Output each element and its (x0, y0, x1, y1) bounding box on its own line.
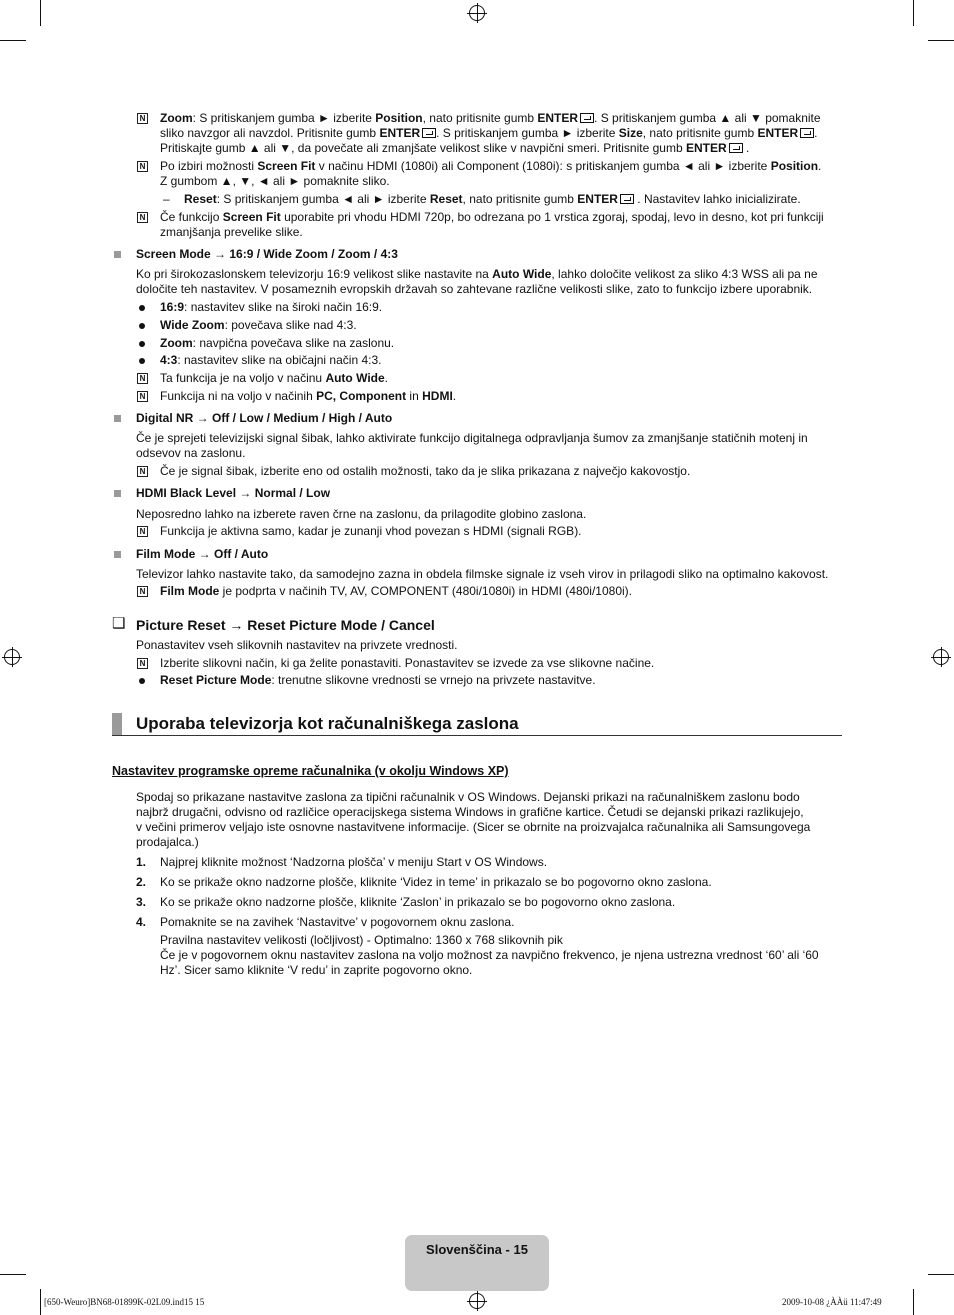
dash-marker: – (163, 192, 170, 206)
screen-mode-description: Ko pri širokozaslonskem televizorju 16:9 velikost slike nastavite na Auto Wide, lahko določite velikost za sliko 4:3 WSS ali pa ne določite teh nastavitev. V posameznih evropskih državah so zahtevane različne velikosti slike, zato to funkcijo izbere uporabnik. (136, 267, 818, 296)
availability-note: Funkcija ni na voljo v načinih PC, Component in HDMI. (160, 389, 457, 403)
bullet-dot (139, 678, 145, 684)
step-number: 2. (136, 875, 147, 889)
section-underline (112, 735, 842, 736)
note-icon (137, 373, 148, 384)
note-icon (137, 586, 148, 597)
note-icon (137, 212, 148, 223)
list-item: 16:9: nastavitev slike na široki način 16:9. (160, 300, 383, 314)
picture-reset-description: Ponastavitev vseh slikovnih nastavitev na privzete vrednosti. (136, 638, 458, 652)
bullet-dot (139, 358, 145, 364)
note-icon (137, 161, 148, 172)
registration-mark-icon (4, 649, 20, 665)
digital-nr-description: Če je sprejeti televizijski signal šibak, lahko aktivirate funkcijo digitalnega odpravljanja šumov za zmanjšanje statičnih motenj in odsevov na zaslonu. (136, 431, 808, 460)
list-item: Wide Zoom: povečava slike nad 4:3. (160, 318, 357, 332)
crop-mark (928, 40, 954, 41)
note-icon (137, 466, 148, 477)
enter-icon (800, 128, 814, 138)
checkbox-bullet-icon: ❑ (112, 615, 126, 632)
digital-nr-note: Če je signal šibak, izberite eno od ostalih možnosti, tako da je slika prikazana z največjo kakovostjo. (160, 464, 691, 478)
crop-mark (40, 0, 41, 26)
picture-reset-note: Izberite slikovni način, ki ga želite ponastaviti. Ponastavitev se izvede za vse slikovne načine. (160, 656, 655, 670)
film-mode-heading: Film Mode → Off / Auto (136, 547, 269, 561)
crop-mark (928, 1274, 954, 1275)
square-bullet-icon (114, 551, 121, 558)
enter-icon (422, 128, 436, 138)
screen-fit-720p-note: Če funkcijo Screen Fit uporabite pri vhodu HDMI 720p, bo odrezana po 1 vrstica zgoraj, spodaj, levo in desno, kot pri funkciji zmanjšanja prevelike slike. (160, 210, 824, 239)
list-item: Zoom: navpična povečava slike na zaslonu. (160, 336, 395, 350)
screen-fit-note: Po izbiri možnosti Screen Fit v načinu HDMI (1080i) ali Component (1080i): s pritiskanjem gumba ◄ ali ► izberite Position. Z gumbom ▲, ▼, ◄ ali ► pomaknite sliko. (160, 159, 822, 188)
file-info: [650-Weuro]BN68-01899K-02L09.ind15 15 (44, 1297, 205, 1307)
section-title: Uporaba televizorja kot računalniškega zaslona (136, 714, 519, 733)
step-text: Pomaknite se na zavihek ‘Nastavitve’ v pogovornem oknu zaslona. (160, 915, 515, 929)
film-mode-note: Film Mode je podprta v načinih TV, AV, COMPONENT (480i/1080i) in HDMI (480i/1080i). (160, 584, 632, 598)
hdmi-black-level-heading: HDMI Black Level → Normal / Low (136, 486, 331, 500)
section-marker (112, 713, 122, 735)
note-icon (137, 526, 148, 537)
crop-mark (913, 1289, 914, 1315)
crop-mark (40, 1289, 41, 1315)
step-4-details: Pravilna nastavitev velikosti (ločljivost) - Optimalno: 1360 x 768 slikovnih pik Če je v pogovornem oknu nastavitev zaslona na voljo možnost za navpično frekvenco, je njena ustrezna vrednost ‘60’ ali ‘60 Hz’. Sicer samo kliknite ‘V redu’ in zaprite pogovorno okno. (160, 933, 819, 977)
registration-mark-icon (469, 5, 485, 21)
hdmi-black-level-description: Neposredno lahko na izberete raven črne na zaslonu, da prilagodite globino zaslona. (136, 507, 587, 521)
enter-icon (620, 194, 634, 204)
bullet-dot (139, 341, 145, 347)
crop-mark (0, 40, 26, 41)
bullet-dot (139, 323, 145, 329)
enter-icon (580, 113, 594, 123)
step-text: Najprej kliknite možnost ‘Nadzorna plošča’ v meniju Start v OS Windows. (160, 855, 548, 869)
zoom-note: Zoom: S pritiskanjem gumba ► izberite Position, nato pritisnite gumb ENTER . S pritiskanjem gumba ▲ ali ▼ pomaknite sliko navzgor ali navzdol. Pritisnite gumb ENTER . S pritiskanjem gumba ► izberite Size, nato pritisnite gumb ENTER . Pritiskajte gumb ▲ ali ▼, da povečate ali zmanjšate velikost slike v navpični smeri. Pritisnite gumb ENTER . (160, 111, 821, 155)
date-info: 2009-10-08 ¿ÀÀü 11:47:49 (782, 1297, 882, 1307)
film-mode-description: Televizor lahko nastavite tako, da samodejno zazna in obdela filmske signale iz vseh virov in prilagodi sliko na optimalno kakovost. (136, 567, 829, 581)
auto-wide-note: Ta funkcija je na voljo v načinu Auto Wide. (160, 371, 388, 385)
bullet-dot (139, 305, 145, 311)
step-number: 4. (136, 915, 147, 929)
step-text: Ko se prikaže okno nadzorne plošče, kliknite ‘Zaslon’ in prikazalo se bo pogovorno okno zaslona. (160, 895, 676, 909)
note-icon (137, 113, 148, 124)
list-item: 4:3: nastavitev slike na običajni način 4:3. (160, 353, 382, 367)
step-text: Ko se prikaže okno nadzorne plošče, kliknite ‘Videz in teme’ in prikazalo se bo pogovorno okno zaslona. (160, 875, 712, 889)
note-icon (137, 391, 148, 402)
page-number: Slovenščina - 15 (426, 1242, 528, 1257)
crop-mark (0, 1274, 26, 1275)
enter-icon (729, 143, 743, 153)
registration-mark-icon (933, 649, 949, 665)
step-number: 3. (136, 895, 147, 909)
subsection-title: Nastavitev programske opreme računalnika (v okolju Windows XP) (112, 764, 509, 778)
square-bullet-icon (114, 490, 121, 497)
picture-reset-heading: Picture Reset → Reset Picture Mode / Cancel (136, 617, 435, 633)
intro-paragraph: Spodaj so prikazane nastavitve zaslona za tipični računalnik v OS Windows. Dejanski prikazi na računalniškem zaslonu bodo najbrž drugačni, odvisno od različice operacijskega sistema Windows in grafične kartice. Četudi se dejanski prikazi razlikujejo, v večini primerov veljajo iste osnovne nastavitvene informacije. (Sicer se obrnite na proizvajalca računalnika ali Samsungovega prodajalca.) (136, 790, 811, 849)
note-icon (137, 658, 148, 669)
square-bullet-icon (114, 415, 121, 422)
screen-mode-heading: Screen Mode → 16:9 / Wide Zoom / Zoom / 4:3 (136, 247, 398, 261)
digital-nr-heading: Digital NR → Off / Low / Medium / High / Auto (136, 411, 393, 425)
registration-mark-icon (469, 1293, 485, 1309)
step-number: 1. (136, 855, 147, 869)
square-bullet-icon (114, 251, 121, 258)
list-item: Reset Picture Mode: trenutne slikovne vrednosti se vrnejo na privzete nastavitve. (160, 673, 596, 687)
reset-item: Reset: S pritiskanjem gumba ◄ ali ► izberite Reset, nato pritisnite gumb ENTER . Nastavitev lahko inicializirate. (184, 192, 801, 206)
crop-mark (913, 0, 914, 26)
hdmi-black-level-note: Funkcija je aktivna samo, kadar je zunanji vhod povezan s HDMI (signali RGB). (160, 524, 582, 538)
